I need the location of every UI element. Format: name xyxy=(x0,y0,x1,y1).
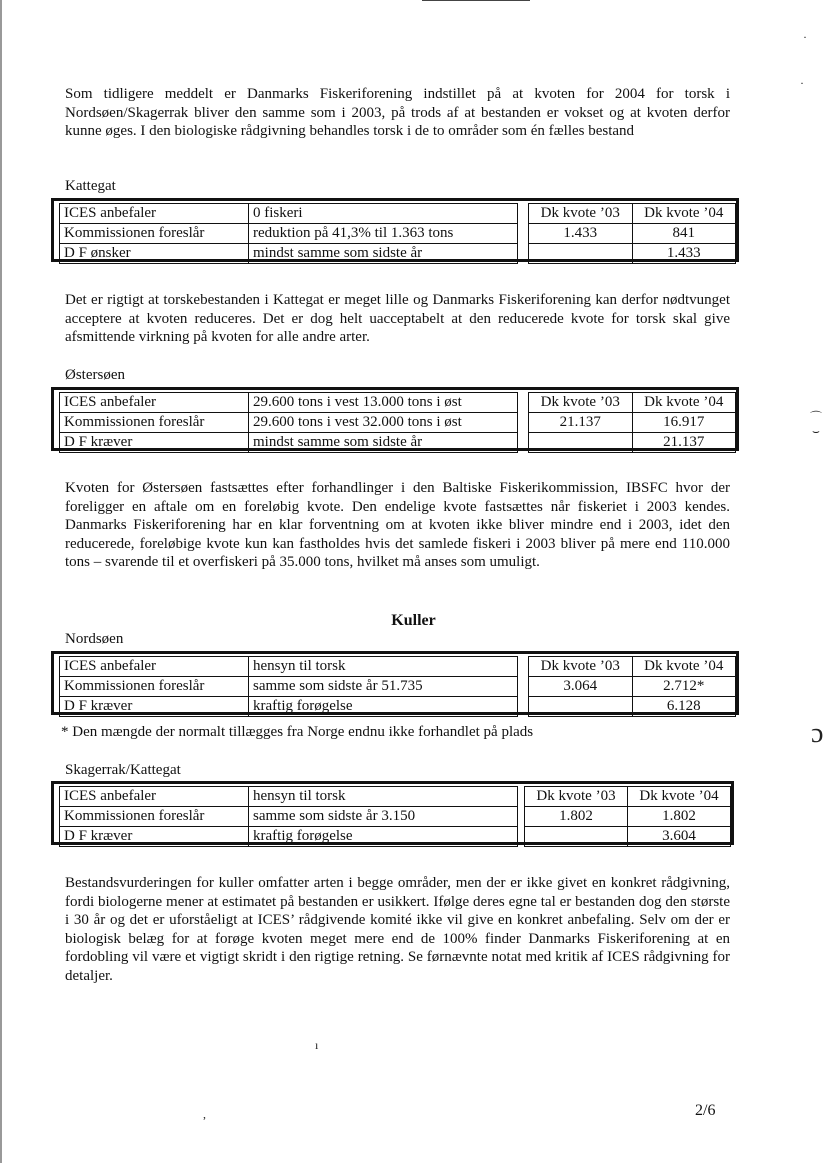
quota-2003-cell xyxy=(525,827,628,847)
quota-2004-cell: 3.604 xyxy=(628,827,731,847)
proposal-table xyxy=(59,786,518,847)
table-row xyxy=(529,697,736,717)
nordsoen-footnote: * Den mængde der normalt tillægges fra Norge endnu ikke forhandlet på plads xyxy=(61,724,534,740)
party-cell: D F kræver xyxy=(60,433,249,453)
table-row xyxy=(60,697,518,717)
table-row xyxy=(60,204,518,224)
party-cell: ICES anbefaler xyxy=(60,393,249,413)
proposal-cell: 29.600 tons i vest 13.000 tons i øst xyxy=(249,393,518,413)
party-cell: D F ønsker xyxy=(60,244,249,264)
table-row xyxy=(529,657,736,677)
quota-values-table xyxy=(528,656,736,717)
quota-2004-cell: 16.917 xyxy=(632,413,736,433)
table-row xyxy=(60,433,518,453)
table-row xyxy=(525,787,731,807)
scan-speck: ⌣ xyxy=(812,424,820,438)
quota-table-kattegat xyxy=(51,198,739,262)
proposal-cell: 29.600 tons i vest 32.000 tons i øst xyxy=(249,413,518,433)
quota-2003-cell: Dk kvote ’03 xyxy=(529,657,633,677)
quota-values-table xyxy=(524,786,731,847)
quota-values-table xyxy=(528,203,736,264)
quota-2004-cell: Dk kvote ’04 xyxy=(632,657,736,677)
proposal-cell: mindst samme som sidste år xyxy=(249,244,518,264)
kuller-paragraph: Bestandsvurderingen for kuller omfatter arten i begge områder, men der er ikke givet en konkret rådgivning, fordi biologerne mener at estimatet på bestanden er usikkert. Ifølge deres egne tal er bestanden dog den største i 30 år og det er uforståeligt at ICES’ rådgivende komité ikke vil give en konkret anbefaling. Selv om der er biologisk belæg for at forøge kvoten meget mere end de 100% finder Danmarks Fiskeriforening at en fordobling vil være et vigtigt skridt i den rigtige retning. Se førnævnte notat med kritik af ICES rådgivning for detaljer. xyxy=(65,875,730,984)
scan-speck: ı xyxy=(315,1038,319,1052)
proposal-table xyxy=(59,203,518,264)
party-cell: ICES anbefaler xyxy=(60,657,249,677)
quota-2003-cell: 1.802 xyxy=(525,807,628,827)
table-row xyxy=(60,244,518,264)
section-label-skagerrak-kattegat: Skagerrak/Kattegat xyxy=(65,762,181,778)
party-cell: Kommissionen foreslår xyxy=(60,413,249,433)
section-label-nordsoen: Nordsøen xyxy=(65,631,124,647)
quota-table-skagerrak-kattegat xyxy=(51,781,734,845)
proposal-table xyxy=(59,392,518,453)
intro-paragraph: Som tidligere meddelt er Danmarks Fiskeriforening indstillet på at kvoten for 2004 for torsk i Nordsøen/Skagerrak bliver den samme som i 2003, på trods af at bestanden er vokset og at kvoten derfor kunne øges. I den biologiske rådgivning behandles torsk i de to områder som én fælles bestand xyxy=(65,86,730,139)
table-row xyxy=(525,807,731,827)
quota-2004-cell: 1.802 xyxy=(628,807,731,827)
table-row xyxy=(60,413,518,433)
quota-2004-cell: 841 xyxy=(632,224,736,244)
section-label-ostersoen: Østersøen xyxy=(65,367,125,383)
table-row xyxy=(60,224,518,244)
quota-2003-cell: Dk kvote ’03 xyxy=(529,204,633,224)
party-cell: D F kræver xyxy=(60,827,249,847)
kuller-heading: Kuller xyxy=(391,612,436,629)
table-row xyxy=(529,677,736,697)
scan-speck: ɔ xyxy=(811,718,824,749)
quota-2004-cell: 2.712* xyxy=(632,677,736,697)
quota-2004-cell: 6.128 xyxy=(632,697,736,717)
scan-speck: ⌒ xyxy=(810,410,823,424)
quota-2004-cell: Dk kvote ’04 xyxy=(628,787,731,807)
ostersoen-paragraph: Kvoten for Østersøen fastsættes efter forhandlinger i den Baltiske Fiskerikommission, IBSFC hvor der foreligger en aftale om en foreløbig kvote. Den endelige kvote fastsættes når fiskeriet i 2003 kendes. Danmarks Fiskeriforening har en klar forventning om at kvoten ikke bliver mindre end i 2003, idet den reducerede, foreløbige kvote kun kan fastholdes hvis det samlede fiskeri i 2003 bliver på mere end 110.000 tons – svarende til et overfiskeri på 35.000 tons, hvilket må anses som umuligt. xyxy=(65,480,730,570)
scan-speck: · xyxy=(803,30,807,44)
table-row xyxy=(529,244,736,264)
table-row xyxy=(60,807,518,827)
kattegat-paragraph: Det er rigtigt at torskebestanden i Kattegat er meget lille og Danmarks Fiskeriforening kan derfor nødtvunget acceptere at kvoten reduceres. Det er dog helt uacceptabelt at den reducerede kvote for torsk skal give afsmittende virkning på kvoten for alle andre arter. xyxy=(65,292,730,345)
quota-2003-cell: Dk kvote ’03 xyxy=(529,393,633,413)
quota-2003-cell: 21.137 xyxy=(529,413,633,433)
quota-table-ostersoen xyxy=(51,387,739,451)
quota-2003-cell xyxy=(529,244,633,264)
quota-table-nordsoen xyxy=(51,651,739,715)
quota-2004-cell: 1.433 xyxy=(632,244,736,264)
table-row xyxy=(529,393,736,413)
quota-2003-cell xyxy=(529,433,633,453)
party-cell: D F kræver xyxy=(60,697,249,717)
quota-2004-cell: 21.137 xyxy=(632,433,736,453)
proposal-cell: hensyn til torsk xyxy=(249,657,518,677)
proposal-cell: reduktion på 41,3% til 1.363 tons xyxy=(249,224,518,244)
section-label-kattegat: Kattegat xyxy=(65,178,116,194)
proposal-cell: hensyn til torsk xyxy=(249,787,518,807)
party-cell: Kommissionen foreslår xyxy=(60,807,249,827)
proposal-cell: samme som sidste år 3.150 xyxy=(249,807,518,827)
table-row xyxy=(529,224,736,244)
table-row xyxy=(529,413,736,433)
table-row xyxy=(60,787,518,807)
party-cell: ICES anbefaler xyxy=(60,787,249,807)
quota-2003-cell: 3.064 xyxy=(529,677,633,697)
proposal-cell: samme som sidste år 51.735 xyxy=(249,677,518,697)
proposal-cell: mindst samme som sidste år xyxy=(249,433,518,453)
scan-left-edge xyxy=(0,0,2,1163)
proposal-table xyxy=(59,656,518,717)
quota-2003-cell xyxy=(529,697,633,717)
table-row xyxy=(525,827,731,847)
table-row xyxy=(529,204,736,224)
scan-speck: , xyxy=(203,1107,206,1121)
party-cell: Kommissionen foreslår xyxy=(60,224,249,244)
table-row xyxy=(60,393,518,413)
quota-2003-cell: 1.433 xyxy=(529,224,633,244)
scan-top-line xyxy=(422,0,530,1)
proposal-cell: kraftig forøgelse xyxy=(249,697,518,717)
proposal-cell: 0 fiskeri xyxy=(249,204,518,224)
proposal-cell: kraftig forøgelse xyxy=(249,827,518,847)
table-row xyxy=(60,827,518,847)
scan-speck: · xyxy=(800,76,804,90)
quota-values-table xyxy=(528,392,736,453)
table-row xyxy=(529,433,736,453)
quota-2004-cell: Dk kvote ’04 xyxy=(632,204,736,224)
table-row xyxy=(60,657,518,677)
quota-2003-cell: Dk kvote ’03 xyxy=(525,787,628,807)
party-cell: Kommissionen foreslår xyxy=(60,677,249,697)
page-number: 2/6 xyxy=(695,1102,716,1119)
table-row xyxy=(60,677,518,697)
quota-2004-cell: Dk kvote ’04 xyxy=(632,393,736,413)
party-cell: ICES anbefaler xyxy=(60,204,249,224)
